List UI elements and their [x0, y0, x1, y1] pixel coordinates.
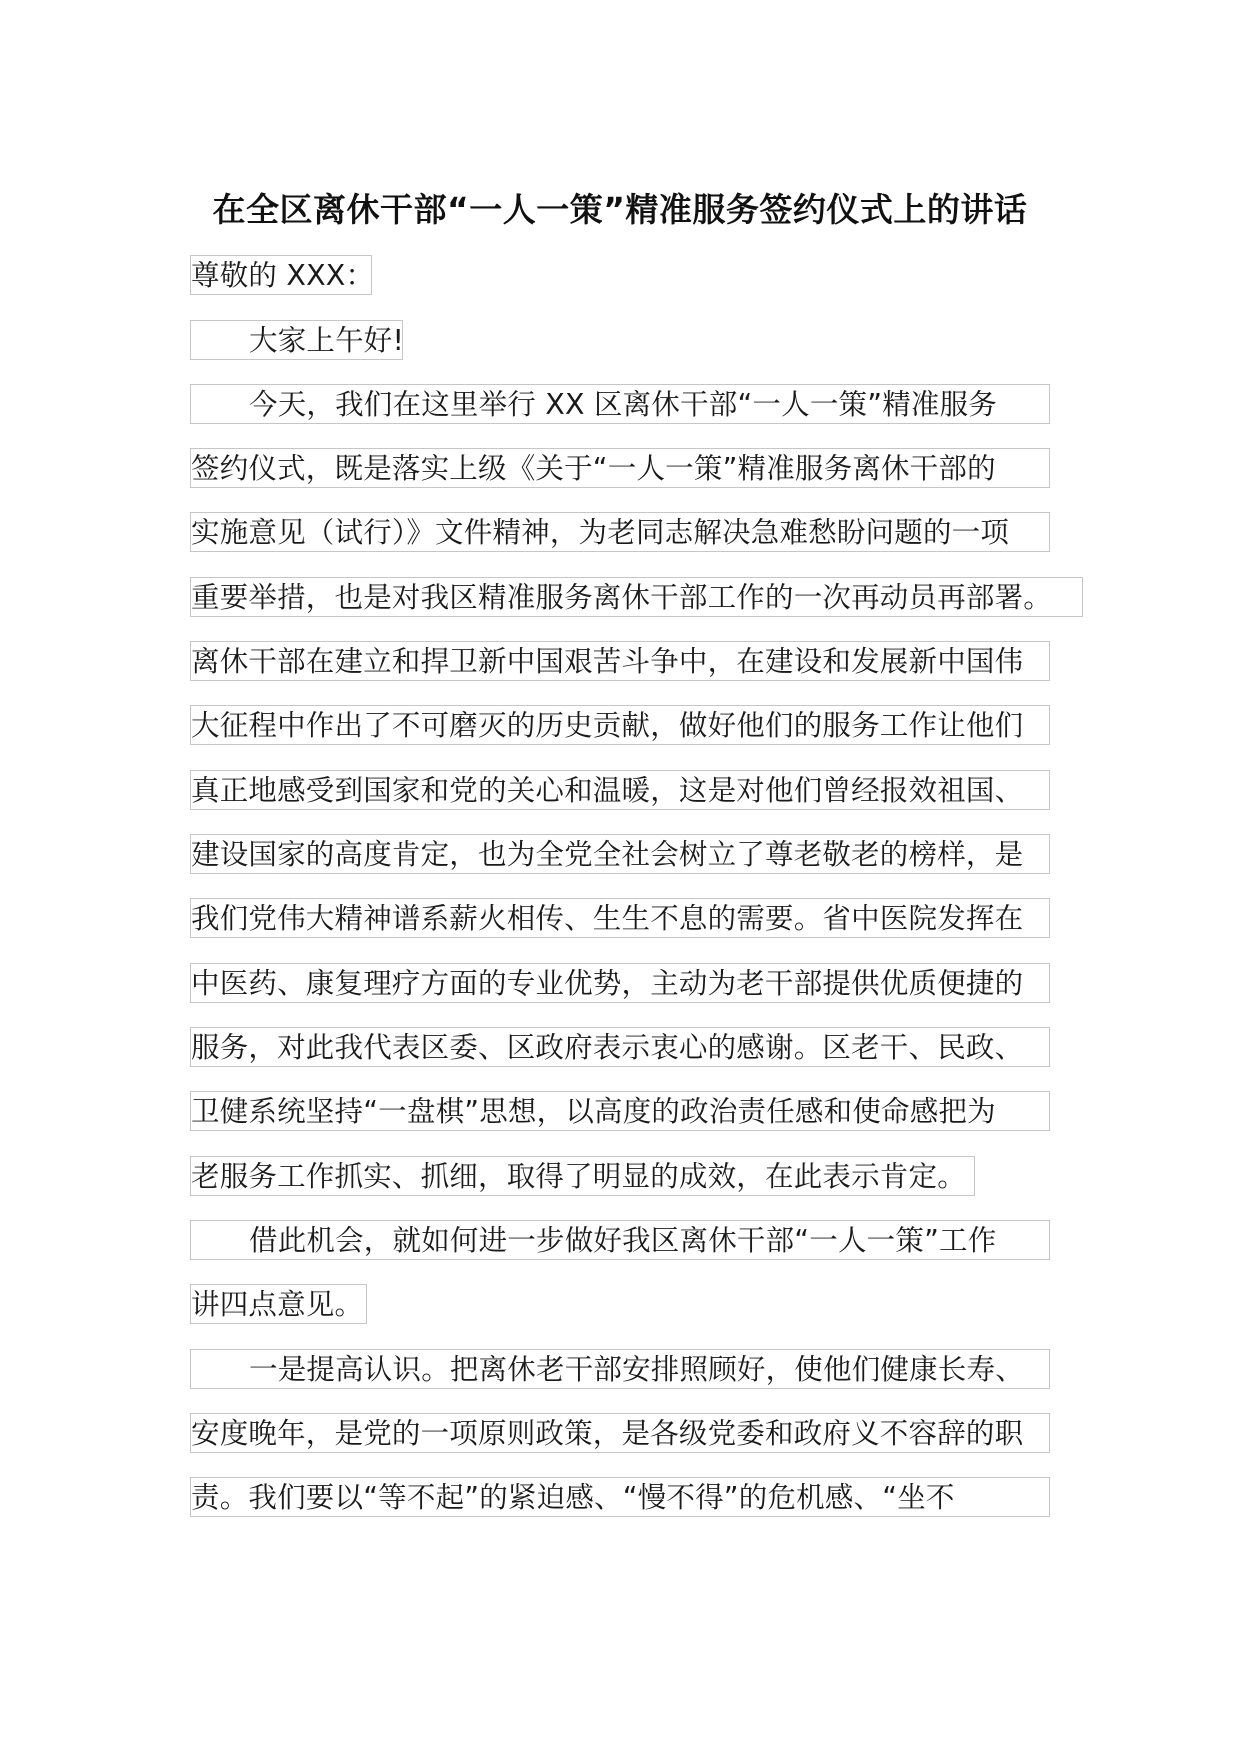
paragraph-line: 老服务工作抓实、抓细，取得了明显的成效，在此表示肯定。 — [190, 1156, 975, 1196]
salutation-line: 尊敬的 XXX： — [190, 255, 372, 295]
paragraph-line: 安度晚年，是党的一项原则政策，是各级党委和政府义不容辞的职 — [190, 1413, 1050, 1453]
document-title: 在全区离休干部“一人一策”精准服务签约仪式上的讲话 — [212, 190, 1028, 229]
paragraph-line: 实施意见（试行）》文件精神，为老同志解决急难愁盼问题的一项 — [190, 512, 1050, 552]
paragraph-line: 中医药、康复理疗方面的专业优势，主动为老干部提供优质便捷的 — [190, 963, 1050, 1003]
paragraph-line: 一是提高认识。把离休老干部安排照顾好，使他们健康长寿、 — [190, 1349, 1050, 1389]
paragraph-line: 借此机会，就如何进一步做好我区离休干部“一人一策”工作 — [190, 1220, 1050, 1260]
paragraph-line: 真正地感受到国家和党的关心和温暖，这是对他们曾经报效祖国、 — [190, 770, 1050, 810]
paragraph-line: 大征程中作出了不可磨灭的历史贡献，做好他们的服务工作让他们 — [190, 705, 1050, 745]
paragraph-line: 责。我们要以“等不起”的紧迫感、“慢不得”的危机感、“坐不 — [190, 1477, 1050, 1517]
paragraph-line: 今天，我们在这里举行 XX 区离休干部“一人一策”精准服务 — [190, 384, 1050, 424]
paragraph-line: 讲四点意见。 — [190, 1284, 367, 1324]
paragraph-line: 卫健系统坚持“一盘棋”思想，以高度的政治责任感和使命感把为 — [190, 1091, 1050, 1131]
paragraph-line: 离休干部在建立和捍卫新中国艰苦斗争中，在建设和发展新中国伟 — [190, 641, 1050, 681]
paragraph-line: 服务，对此我代表区委、区政府表示衷心的感谢。区老干、民政、 — [190, 1027, 1050, 1067]
greeting-line: 大家上午好! — [190, 320, 403, 360]
paragraph-line: 我们党伟大精神谱系薪火相传、生生不息的需要。省中医院发挥在 — [190, 898, 1050, 938]
paragraph-line: 签约仪式，既是落实上级《关于“一人一策”精准服务离休干部的 — [190, 448, 1050, 488]
paragraph-line: 建设国家的高度肯定，也为全党全社会树立了尊老敬老的榜样，是 — [190, 834, 1050, 874]
paragraph-line: 重要举措，也是对我区精准服务离休干部工作的一次再动员再部署。 — [190, 577, 1083, 617]
